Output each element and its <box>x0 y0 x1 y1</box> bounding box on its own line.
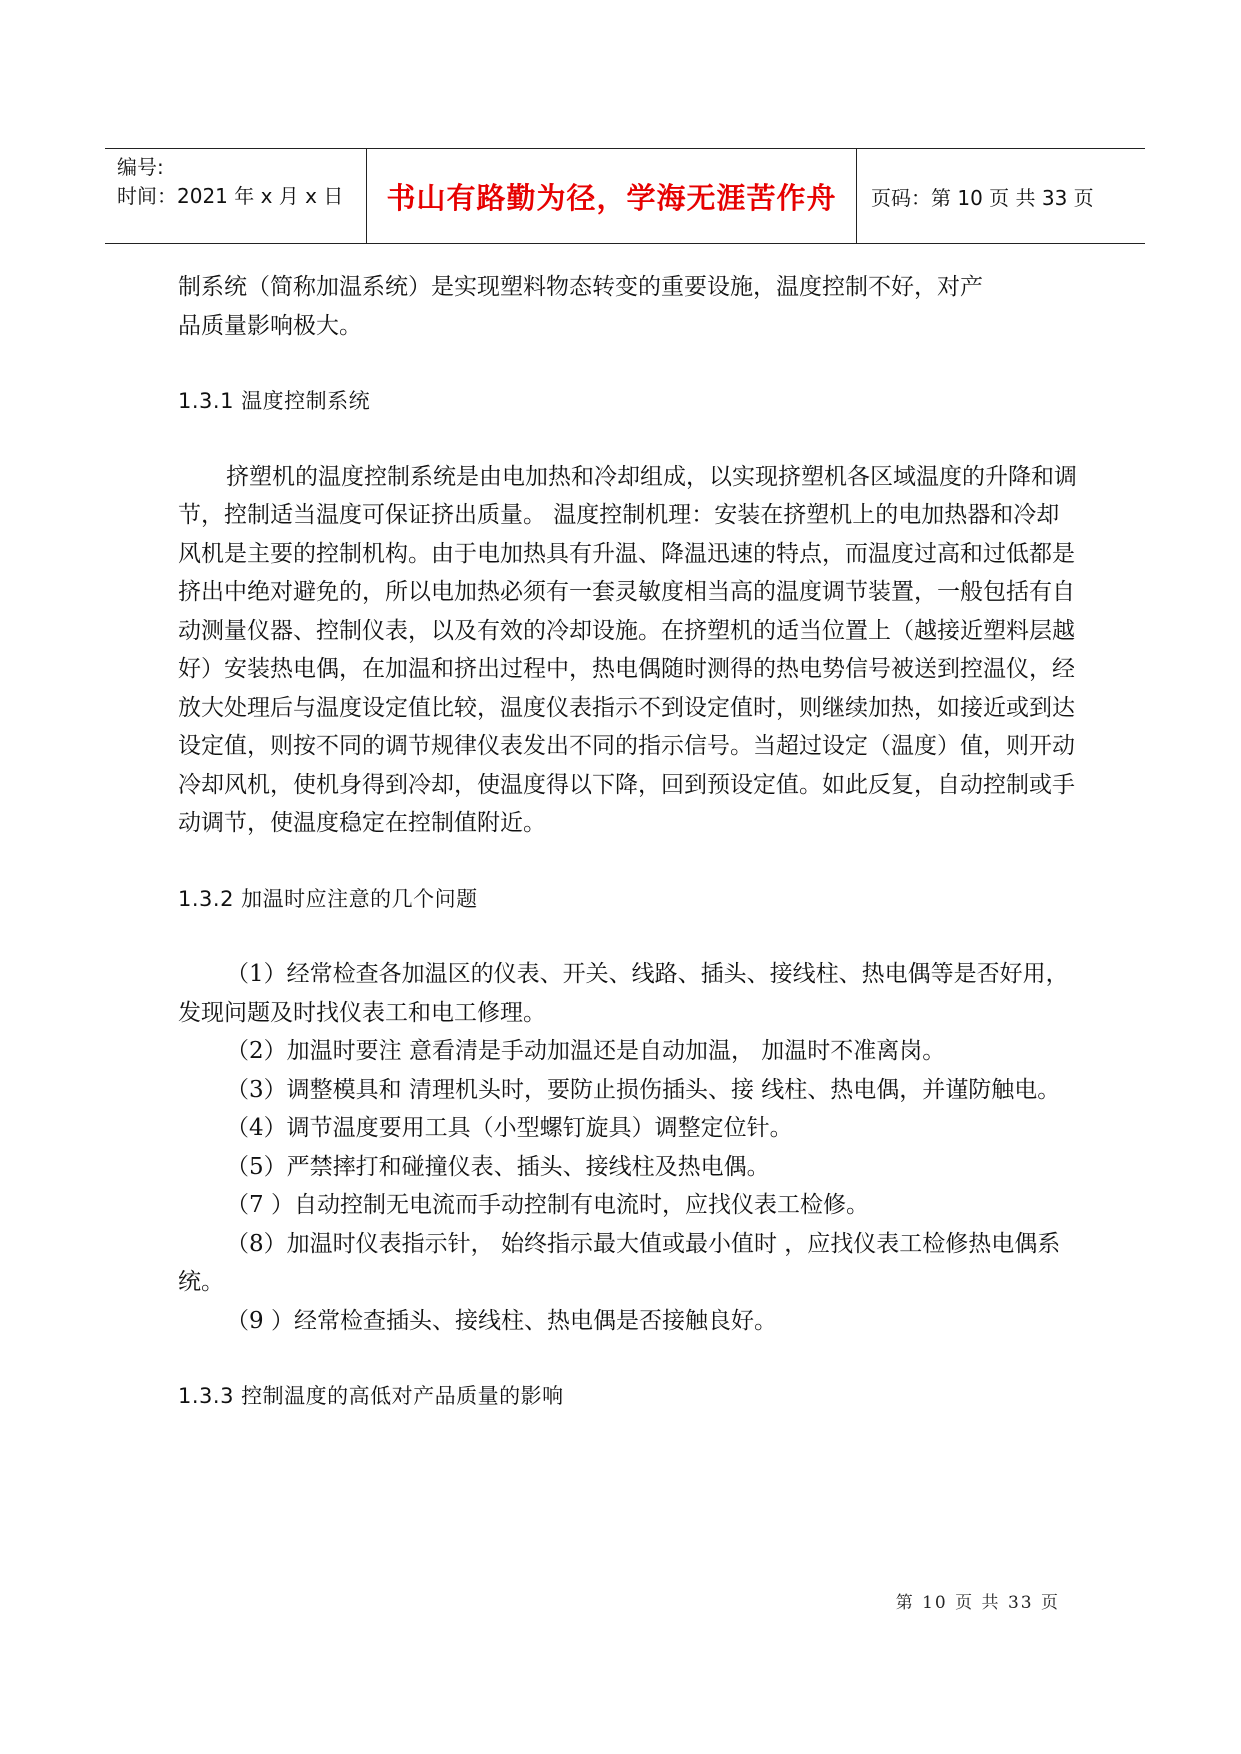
list-item: （3）调整模具和 清理机头时，要防止损伤插头、接 线柱、热电偶，并谨防触电。 <box>226 1076 1061 1103</box>
document-body <box>178 268 1078 1416</box>
page-footer: 第 10 页 共 33 页 <box>895 1593 1060 1613</box>
header-page-code: 页码：第 10 页 共 33 页 <box>871 185 1094 210</box>
document-header <box>105 148 1145 244</box>
list-item: （9 ）经常检查插头、接线柱、热电偶是否接触良好。 <box>226 1307 777 1334</box>
section-heading-1-3-2: 1.3.2 加温时应注意的几个问题 <box>178 886 478 911</box>
list-item: （1）经常检查各加温区的仪表、开关、线路、插头、接线柱、热电偶等是否好用，发现问题及时找仪表工和电工修理。 <box>178 961 1069 1026</box>
section-heading-1-3-1: 1.3.1 温度控制系统 <box>178 389 371 413</box>
document-date: 时间：2021 年 x 月 x 日 <box>117 184 344 208</box>
list-item: （7 ）自动控制无电流而手动控制有电流时，应找仪表工检修。 <box>226 1192 869 1218</box>
precautions-list <box>178 955 1078 1340</box>
section-heading-1-3-3: 1.3.3 控制温度的高低对产品质量的影响 <box>178 1384 564 1408</box>
document-number-label: 编号: <box>117 155 164 179</box>
list-item: （8）加温时仪表指示针， 始终指示最大值或最小值时 ，应找仪表工检修热电偶系统。 <box>178 1230 1061 1295</box>
header-meta <box>105 149 367 243</box>
list-item: （2）加温时要注 意看清是手动加温还是自动加温， 加温时不准离岗。 <box>226 1038 946 1064</box>
section-1-3-1-paragraph: 挤塑机的温度控制系统是由电加热和冷却组成，以实现挤塑机各区域温度的升降和调节，控制适当温度可保证挤出质量。 温度控制机理：安装在挤塑机上的电加热器和冷却风机是主要的控制机构。由于电加热具有升温、降温迅速的特点，而温度过高和过低都是挤出中绝对避免的，所以电加热必须有一套灵敏度相当高的温度调节装置，一般包括有自动测量仪器、控制仪表，以及有效的冷却设施。在挤塑机的适当位置上（越接近塑料层越好）安装热电偶，在加温和挤出过程中，热电偶随时测得的热电势信号被送到控温仪，经放大处理后与温度设定值比较，温度仪表指示不到设定值时，则继续加热，如接近或到达设定值，则按不同的调节规律仪表发出不同的指示信号。当超过设定（温度）值，则开动冷却风机，使机身得到冷却，使温度得以下降，回到预设定值。如此反复，自动控制或手动调节，使温度稳定在控制值附近。 <box>178 463 1077 836</box>
list-item: （4）调节温度要用工具（小型螺钉旋具）调整定位针。 <box>226 1115 793 1141</box>
intro-line: 品质量影响极大。 <box>178 312 362 339</box>
list-item: （5）严禁摔打和碰撞仪表、插头、接线柱及热电偶。 <box>226 1153 770 1180</box>
header-motto: 书山有路勤为径，学海无涯苦作舟 <box>367 149 857 243</box>
intro-line: 制系统（简称加温系统）是实现塑料物态转变的重要设施，温度控制不好，对产 <box>178 274 983 300</box>
